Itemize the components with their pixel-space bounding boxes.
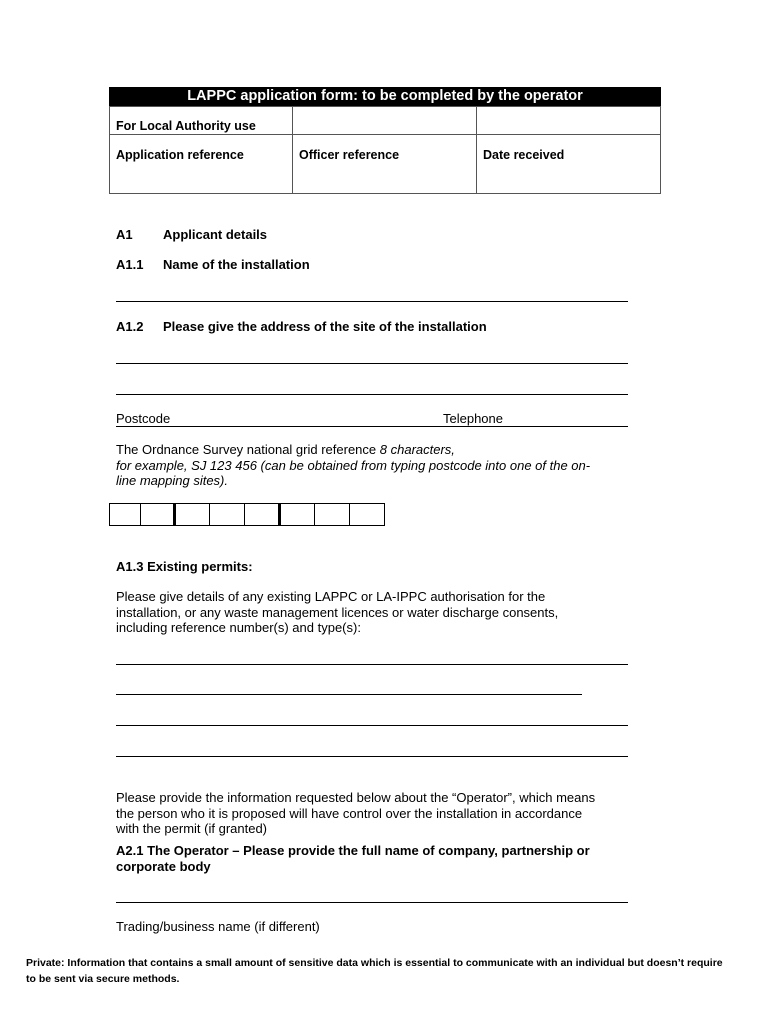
grid-box-divider [140, 503, 141, 526]
grid-reference-text: The Ordnance Survey national grid reference [116, 442, 380, 457]
permits-input-line-2[interactable] [116, 694, 582, 695]
application-reference-field[interactable]: Application reference [116, 148, 244, 162]
date-received-field[interactable]: Date received [483, 148, 565, 162]
existing-permits-instructions [116, 589, 676, 636]
a1-title: Applicant details [163, 227, 268, 242]
a1-2-title: Please give the address of the site of the installation [163, 319, 487, 334]
operator-intro-line-1: Please provide the information requested below about the “Operator”, which means [116, 790, 596, 805]
a1-1-title: Name of the installation [163, 257, 310, 272]
a1-1-number: A1.1 [116, 257, 144, 272]
existing-permits-line-1: Please give details of any existing LAPPC or LA-IPPC authorisation for the [116, 589, 546, 604]
grid-box-edge-left [109, 503, 110, 526]
permits-input-line-4[interactable] [116, 756, 628, 757]
privacy-footer [26, 955, 770, 987]
telephone-label: Telephone [443, 411, 503, 426]
existing-permits-line-3: including reference number(s) and type(s): [116, 620, 361, 635]
column-divider-2 [476, 106, 477, 194]
permits-input-line-3[interactable] [116, 725, 628, 726]
privacy-footer-line-2: to be sent via secure methods. [26, 973, 180, 985]
officer-reference-field[interactable]: Officer reference [299, 148, 400, 162]
column-divider-1 [292, 106, 293, 194]
grid-reference-example: for example, SJ 123 456 (can be obtained from typing postcode into one of the on- [116, 457, 591, 473]
a2-1-title-line-2: corporate body [116, 858, 211, 874]
a1-2-number: A1.2 [116, 319, 144, 334]
a1-number: A1 [116, 227, 133, 242]
a2-1-title [116, 843, 676, 874]
reference-row [109, 134, 661, 194]
grid-box-edge-right [384, 503, 385, 526]
trading-name-label: Trading/business name (if different) [116, 919, 320, 934]
a1-3-title: A1.3 Existing permits: [116, 559, 253, 574]
permits-input-line-1[interactable] [116, 664, 628, 665]
privacy-footer-line-1: Private: Information that contains a small amount of sensitive data which is essential to communicate with an individual but doesn’t require [26, 957, 723, 969]
address-input-line-1[interactable] [116, 363, 628, 364]
operator-intro [116, 790, 676, 837]
installation-name-input-line[interactable] [116, 301, 628, 302]
grid-reference-instructions [116, 442, 676, 489]
postcode-label: Postcode [116, 411, 171, 426]
form-header-title: LAPPC application form: to be completed by the operator [109, 87, 661, 106]
operator-intro-line-3: with the permit (if granted) [116, 821, 268, 836]
grid-reference-hint: 8 characters, [379, 442, 455, 457]
grid-reference-input-boxes[interactable] [109, 503, 385, 526]
address-input-line-2[interactable] [116, 394, 628, 395]
grid-box-divider [278, 503, 281, 526]
postcode-telephone-input-line[interactable] [116, 426, 628, 427]
for-local-authority-label: For Local Authority use [116, 119, 256, 133]
grid-box-divider [349, 503, 350, 526]
grid-box-divider [244, 503, 245, 526]
grid-box-divider [314, 503, 315, 526]
existing-permits-line-2: installation, or any waste management licences or water discharge consents, [116, 604, 559, 620]
operator-intro-line-2: the person who it is proposed will have control over the installation in accordance [116, 805, 583, 821]
grid-reference-example-end: line mapping sites). [116, 473, 228, 488]
grid-box-divider [209, 503, 210, 526]
operator-name-input-line[interactable] [116, 902, 628, 903]
grid-box-divider [173, 503, 176, 526]
a2-1-title-line-1: A2.1 The Operator – Please provide the full name of company, partnership or [116, 843, 590, 858]
